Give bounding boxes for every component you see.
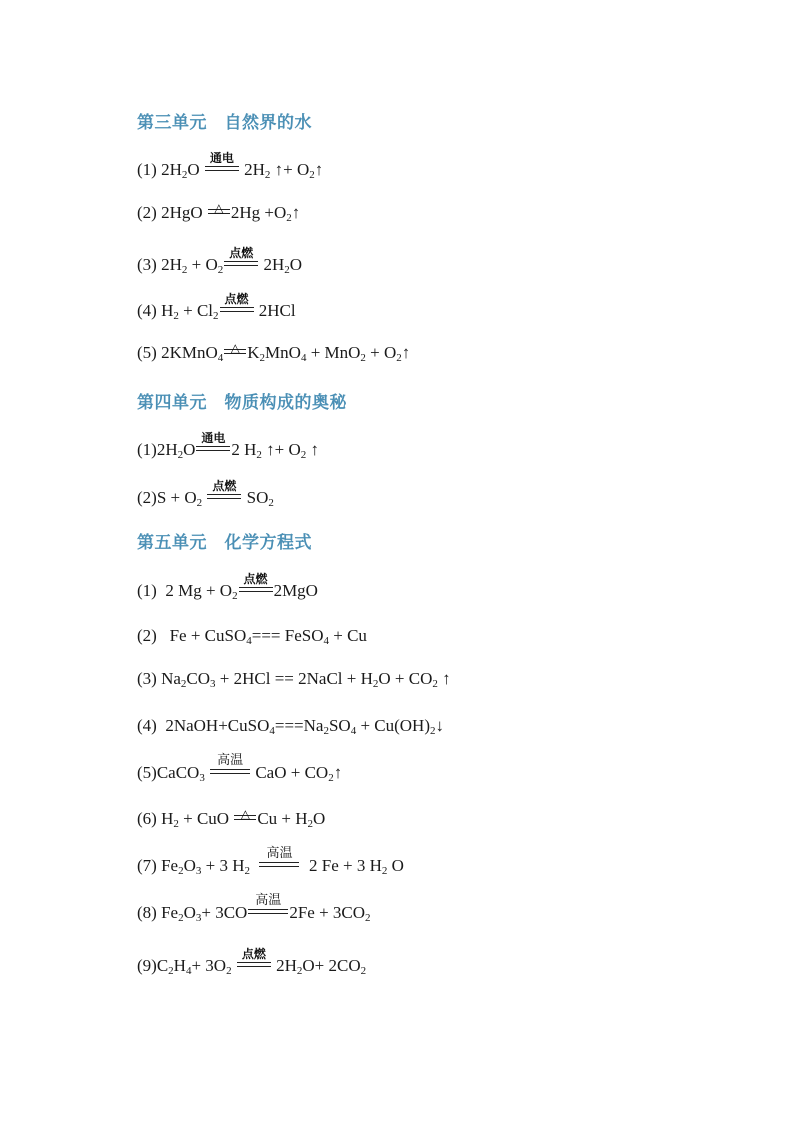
subscript: 2 bbox=[181, 264, 188, 276]
equals-arrow bbox=[237, 962, 271, 967]
subscript: 4 bbox=[185, 965, 192, 977]
subscript: 2 bbox=[328, 772, 334, 784]
reaction-condition bbox=[205, 151, 239, 175]
equation-line bbox=[137, 343, 410, 363]
subscript: 4 bbox=[217, 352, 224, 364]
equals-arrow bbox=[259, 862, 299, 867]
equation-text: (9)C bbox=[137, 956, 169, 975]
condition-label: 点燃 bbox=[243, 572, 268, 586]
equation-text: === FeSO bbox=[251, 626, 324, 645]
reaction-condition bbox=[259, 845, 299, 871]
condition-label: △ bbox=[240, 807, 250, 821]
subscript: 2 bbox=[259, 352, 266, 364]
subscript: 4 bbox=[323, 635, 329, 647]
equation-text: (2) Fe + CuSO bbox=[137, 626, 247, 645]
subscript: 2 bbox=[396, 352, 402, 364]
equation-line bbox=[137, 669, 451, 689]
subscript: 2 bbox=[168, 965, 174, 977]
equation-text: O bbox=[313, 809, 326, 828]
equation-text: (8) Fe bbox=[137, 903, 179, 922]
equation-text: H bbox=[173, 956, 186, 975]
equation-text: CaO + CO bbox=[251, 763, 329, 782]
equals-arrow bbox=[220, 307, 254, 312]
equation-text: Cu + H bbox=[257, 809, 308, 828]
subscript: 2 bbox=[286, 212, 292, 224]
equation-line bbox=[137, 572, 318, 602]
section-heading-unit3: 第三单元 自然界的水 bbox=[137, 113, 312, 133]
section-heading-unit5: 第五单元 化学方程式 bbox=[137, 533, 312, 553]
subscript: 2 bbox=[217, 264, 224, 276]
subscript: 3 bbox=[195, 912, 202, 924]
equation-text: SO bbox=[328, 716, 351, 735]
equals-arrow bbox=[210, 769, 250, 774]
equation-text: + 2HCl == 2NaCl + H bbox=[215, 669, 373, 688]
condition-label: 高温 bbox=[217, 752, 244, 767]
reaction-condition bbox=[196, 431, 230, 455]
equation-line bbox=[137, 809, 325, 829]
subscript: 2 bbox=[226, 965, 232, 977]
equation-text: ===Na bbox=[274, 716, 324, 735]
equals-arrow bbox=[224, 261, 258, 266]
equation-line bbox=[137, 431, 320, 461]
subscript: 2 bbox=[381, 865, 388, 877]
subscript: 2 bbox=[300, 449, 307, 461]
equation-text: + 3 H bbox=[201, 856, 245, 875]
condition-label: 点燃 bbox=[224, 292, 249, 306]
equation-text: + Cu(OH) bbox=[356, 716, 430, 735]
equation-text: 2H bbox=[239, 160, 265, 179]
reaction-condition bbox=[220, 292, 254, 316]
equation-text: (1) 2 Mg + O bbox=[137, 581, 233, 600]
subscript: 2 bbox=[180, 678, 187, 690]
equation-text: O bbox=[387, 856, 404, 875]
subscript: 2 bbox=[173, 818, 179, 830]
subscript: 2 bbox=[307, 818, 314, 830]
reaction-condition bbox=[224, 246, 258, 270]
equation-text: (5)CaCO bbox=[137, 763, 200, 782]
equation-text: 2 H bbox=[231, 440, 257, 459]
subscript: 2 bbox=[264, 169, 271, 181]
condition-label: 高温 bbox=[266, 845, 293, 860]
equation-text: ↑+ O bbox=[261, 440, 301, 459]
equation-text: + 3CO bbox=[201, 903, 248, 922]
subscript: 2 bbox=[244, 865, 250, 877]
equals-arrow bbox=[239, 587, 273, 592]
equation-text: MnO bbox=[265, 343, 301, 362]
equation-text: (1) 2H bbox=[137, 160, 182, 179]
condition-label: 点燃 bbox=[229, 246, 254, 260]
equation-text: 2H bbox=[259, 255, 285, 274]
reaction-condition bbox=[224, 341, 246, 358]
equation-text bbox=[250, 856, 259, 875]
equals-arrow bbox=[205, 166, 239, 171]
equation-text: (4) 2NaOH+CuSO bbox=[137, 716, 270, 735]
equation-text: (6) H bbox=[137, 809, 174, 828]
subscript: 2 bbox=[178, 865, 184, 877]
equation-text: O bbox=[183, 856, 196, 875]
subscript: 2 bbox=[360, 965, 367, 977]
equation-text bbox=[202, 488, 206, 507]
equation-text: O bbox=[187, 160, 204, 179]
subscript: 4 bbox=[269, 725, 275, 737]
equation-text: 2HCl bbox=[254, 301, 296, 320]
equation-text bbox=[205, 763, 209, 782]
subscript: 2 bbox=[430, 725, 436, 737]
subscript: 2 bbox=[268, 497, 274, 509]
condition-label: △ bbox=[214, 201, 224, 215]
equation-text: + Cu bbox=[328, 626, 367, 645]
subscript: 2 bbox=[256, 449, 262, 461]
condition-label: 点燃 bbox=[212, 479, 237, 493]
reaction-condition bbox=[210, 752, 250, 778]
equation-line bbox=[137, 626, 367, 646]
subscript: 2 bbox=[360, 352, 366, 364]
condition-label: 通电 bbox=[209, 151, 234, 165]
equation-line bbox=[137, 716, 444, 736]
equation-line bbox=[137, 479, 274, 509]
equation-text: (2)S + O bbox=[137, 488, 197, 507]
subscript: 2 bbox=[196, 497, 203, 509]
subscript: 2 bbox=[432, 678, 438, 690]
subscript: 3 bbox=[199, 772, 205, 784]
equation-text: (3) 2H bbox=[137, 255, 182, 274]
subscript: 2 bbox=[173, 310, 179, 322]
equation-text: O+ 2CO bbox=[302, 956, 361, 975]
equation-text: ↑ bbox=[291, 203, 301, 222]
equation-text: (2) 2HgO bbox=[137, 203, 207, 222]
section-heading-unit4: 第四单元 物质构成的奥秘 bbox=[137, 393, 347, 413]
subscript: 2 bbox=[296, 965, 303, 977]
equation-text: CO bbox=[186, 669, 211, 688]
equation-text: O bbox=[289, 255, 303, 274]
equation-text: 2Fe + 3CO bbox=[289, 903, 366, 922]
equation-text bbox=[232, 956, 236, 975]
equation-text: + Cl bbox=[178, 301, 214, 320]
equation-text: + MnO bbox=[306, 343, 361, 362]
equation-text: + O bbox=[187, 255, 218, 274]
equation-text: ↑+ O bbox=[270, 160, 310, 179]
equation-line bbox=[137, 947, 367, 977]
equation-line bbox=[137, 203, 300, 223]
subscript: 2 bbox=[178, 912, 184, 924]
equation-text: + CuO bbox=[178, 809, 234, 828]
subscript: 2 bbox=[372, 678, 379, 690]
subscript: 2 bbox=[181, 169, 188, 181]
equation-text: + O bbox=[365, 343, 397, 362]
equation-text: + 3O bbox=[191, 956, 227, 975]
equation-text: O + CO bbox=[378, 669, 433, 688]
equation-text: K bbox=[247, 343, 260, 362]
reaction-condition bbox=[237, 947, 271, 971]
equation-text: 2 Fe + 3 H bbox=[300, 856, 382, 875]
subscript: 3 bbox=[210, 678, 216, 690]
subscript: 4 bbox=[246, 635, 252, 647]
condition-label: 高温 bbox=[255, 892, 282, 907]
subscript: 2 bbox=[309, 169, 315, 181]
subscript: 3 bbox=[195, 865, 202, 877]
equation-line bbox=[137, 292, 296, 322]
equation-text: ↑ bbox=[401, 343, 411, 362]
equation-text: (4) H bbox=[137, 301, 174, 320]
equation-text: ↑ bbox=[306, 440, 320, 459]
condition-label: 点燃 bbox=[241, 947, 266, 961]
equals-arrow bbox=[207, 494, 241, 499]
reaction-condition bbox=[234, 807, 256, 824]
subscript: 2 bbox=[232, 590, 238, 602]
equation-text: ↓ bbox=[435, 716, 444, 735]
equation-line bbox=[137, 246, 303, 276]
reaction-condition bbox=[207, 479, 241, 503]
condition-label: 通电 bbox=[201, 431, 226, 445]
equation-text: O bbox=[183, 440, 196, 459]
equation-text: 2MgO bbox=[273, 581, 318, 600]
equation-text: O bbox=[183, 903, 196, 922]
subscript: 2 bbox=[177, 449, 184, 461]
equation-text: (5) 2KMnO bbox=[137, 343, 218, 362]
equation-line bbox=[137, 845, 404, 877]
equals-arrow bbox=[196, 446, 230, 451]
equation-line bbox=[137, 752, 343, 784]
equation-text: (1)2H bbox=[137, 440, 178, 459]
subscript: 2 bbox=[365, 912, 371, 924]
equation-text: 2H bbox=[271, 956, 297, 975]
equation-text: 2Hg +O bbox=[230, 203, 287, 222]
equation-text: ↑ bbox=[437, 669, 451, 688]
subscript: 4 bbox=[350, 725, 357, 737]
equation-text: (3) Na bbox=[137, 669, 181, 688]
equation-line bbox=[137, 151, 324, 181]
equation-text: SO bbox=[242, 488, 269, 507]
reaction-condition bbox=[239, 572, 273, 596]
equation-text: ↑ bbox=[314, 160, 324, 179]
reaction-condition bbox=[208, 201, 230, 218]
subscript: 2 bbox=[323, 725, 329, 737]
equation-text: ↑ bbox=[333, 763, 343, 782]
subscript: 4 bbox=[300, 352, 307, 364]
equation-text: (7) Fe bbox=[137, 856, 179, 875]
subscript: 2 bbox=[284, 264, 290, 276]
equation-line bbox=[137, 892, 371, 924]
reaction-condition bbox=[248, 892, 288, 918]
condition-label: △ bbox=[230, 341, 240, 355]
subscript: 2 bbox=[213, 310, 219, 322]
equals-arrow bbox=[248, 909, 288, 914]
